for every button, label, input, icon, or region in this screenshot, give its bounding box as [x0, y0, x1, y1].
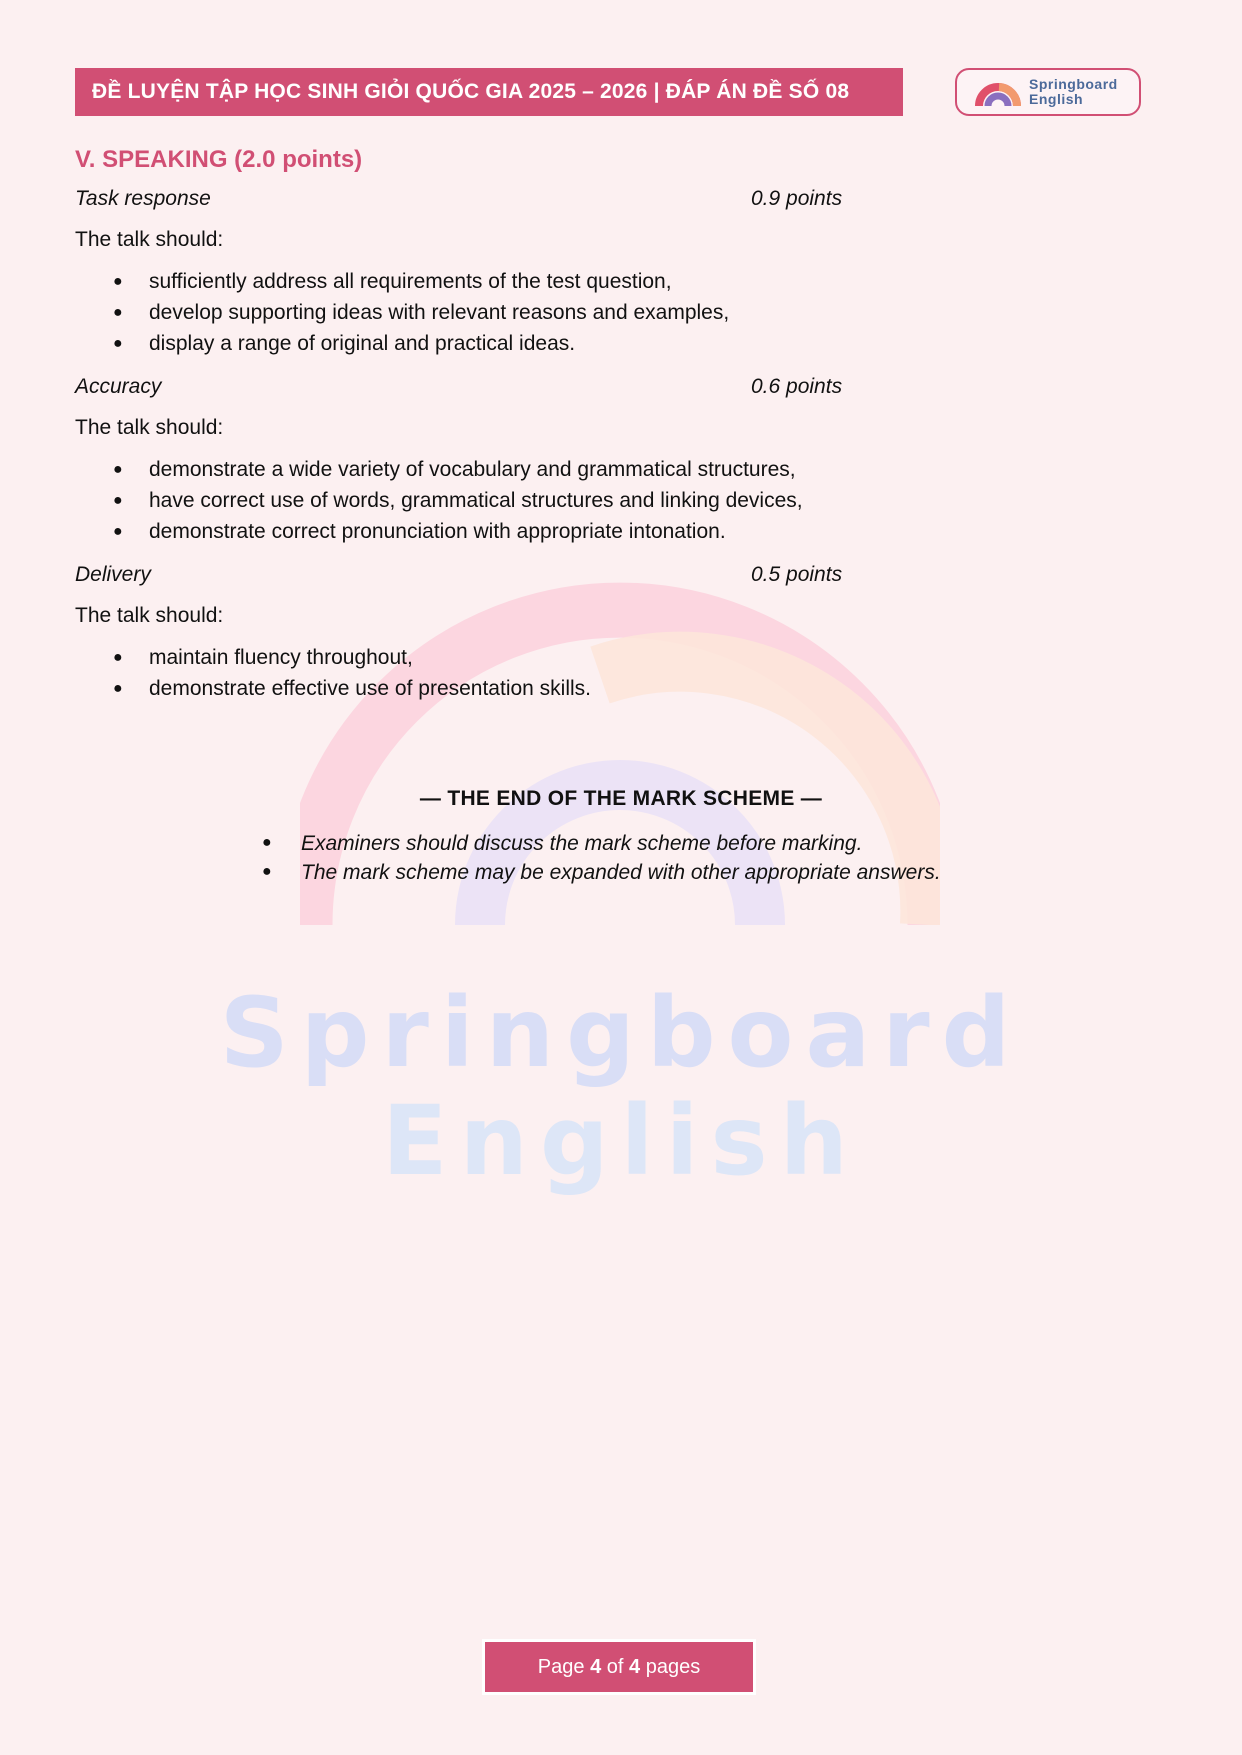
logo-text	[1029, 77, 1118, 107]
watermark-line2: English	[382, 1085, 860, 1197]
logo-line2: English	[1029, 91, 1084, 107]
criterion-list	[75, 644, 1155, 706]
current-page: 4	[590, 1655, 602, 1678]
criterion-name: Delivery	[75, 563, 151, 586]
list-item: ● demonstrate effective use of presentation skills.	[75, 675, 1155, 706]
mark-scheme-content	[75, 146, 1155, 720]
end-of-mark-scheme: — THE END OF THE MARK SCHEME —	[419, 787, 823, 810]
list-item: ● demonstrate a wide variety of vocabulary and grammatical structures,	[75, 456, 1155, 487]
criterion-list	[75, 456, 1155, 549]
criterion-intro: The talk should:	[75, 228, 224, 251]
header-title: ĐỀ LUYỆN TẬP HỌC SINH GIỎI QUỐC GIA 2025 – 2026 | ĐÁP ÁN ĐỀ SỐ 08	[75, 68, 903, 116]
list-item: ● develop supporting ideas with relevant reasons and examples,	[75, 299, 1155, 330]
criterion-intro: The talk should:	[75, 416, 224, 439]
list-item: ● sufficiently address all requirements of the test question,	[75, 268, 1155, 299]
criterion-name: Task response	[75, 187, 211, 210]
list-item: ● demonstrate correct pronunciation with appropriate intonation.	[75, 518, 1155, 549]
criterion-list	[75, 268, 1155, 361]
criterion-task-response	[75, 187, 1155, 361]
criterion-delivery	[75, 563, 1155, 706]
list-item: ● have correct use of words, grammatical structures and linking devices,	[75, 487, 1155, 518]
page-prefix: Page	[537, 1655, 585, 1678]
examiner-notes	[262, 832, 941, 890]
criterion-name: Accuracy	[75, 375, 162, 398]
criterion-accuracy	[75, 375, 1155, 549]
criterion-header	[75, 375, 1155, 405]
page-number	[485, 1642, 753, 1692]
criterion-points: 0.6 points	[751, 375, 843, 398]
logo-line1: Springboard	[1029, 76, 1118, 92]
rainbow-logo-icon	[975, 78, 1021, 106]
criterion-points: 0.9 points	[751, 187, 843, 210]
total-pages: 4	[629, 1655, 641, 1678]
note-item: ● The mark scheme may be expanded with other appropriate answers.	[262, 861, 941, 890]
list-item: ● display a range of original and practical ideas.	[75, 330, 1155, 361]
criterion-intro: The talk should:	[75, 604, 224, 627]
page-of: of	[606, 1655, 624, 1678]
note-item: ● Examiners should discuss the mark scheme before marking.	[262, 832, 941, 861]
list-item: ● maintain fluency throughout,	[75, 644, 1155, 675]
criterion-points: 0.5 points	[751, 563, 843, 586]
section-title: V. SPEAKING (2.0 points)	[75, 146, 363, 173]
springboard-logo	[955, 68, 1141, 116]
watermark-line1: Springboard	[219, 977, 1023, 1089]
page-suffix: pages	[645, 1655, 701, 1678]
criterion-header	[75, 187, 1155, 217]
criterion-header	[75, 563, 1155, 593]
